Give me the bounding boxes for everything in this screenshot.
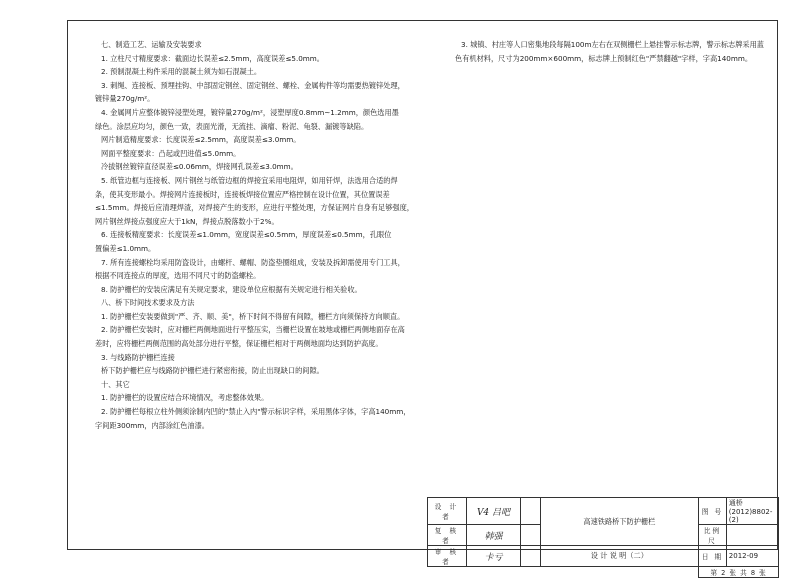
approve-label: 审 核 者 [428,546,467,567]
note-line: 网片钢丝焊接点强度应大于1kN，焊接点脱落数小于2%。 [95,216,279,226]
note-line: 1. 防护栅栏安装要做到"严、齐、顺、美"，桥下时间不得留有间隙，栅栏方向须保持方向顺直。 [101,311,405,321]
note-line: 8. 防护栅栏的安装应满足有关规定要求，建设单位应根据有关规定进行相关验收。 [101,284,362,294]
note-line: 条，使其变形最小。焊接网片连接板时，连接板焊接位置应严格控制在设计位置，其位置误差 [95,189,390,199]
note-line: 3. 与线路防护栅栏连接 [101,352,175,362]
drawing-title: 高速铁路桥下防护栅栏 [540,498,699,546]
note-line: 桥下防护栅栏应与线路防护栅栏进行紧密衔接，防止出现缺口的间隙。 [101,366,324,376]
design-label: 设 计 者 [428,498,467,525]
notes-right-column [455,38,765,65]
note-line: 4. 金属网片应整体镀锌浸塑处理，镀锌量270g/m²，浸塑厚度0.8mm~1.2mm，颜色选用墨 [101,107,399,117]
note-line: 6. 连接板精度要求：长度误差≤1.0mm，宽度误差≤0.5mm，厚度误差≤0.5mm，孔眼位 [101,230,392,240]
note-line: 网面平整度要求：凸起或凹进值≤5.0mm。 [101,148,241,158]
notes-left-column [95,38,450,432]
note-line: 绿色。涂层应均匀，颜色一致，表面光滑，无流挂、滴瘤、粉泥、龟裂、漏镀等缺陷。 [95,121,369,131]
note-line: 字间距300mm，内部涂红色油漆。 [95,420,209,430]
note-line: 2. 预制混凝土构件采用的混凝土须为如石混凝土。 [101,67,262,77]
note-line: 七、制造工艺、运输及安装要求 [101,40,202,49]
note-line: 5. 纸管边框与连接板、网片钢丝与纸管边框的焊接宜采用电阻焊，如用钎焊，法选用合适的焊 [101,175,398,185]
sheet-title: 设 计 说 明（二） [540,546,699,567]
note-line: 冷拔钢丝镀锌直径误差≤0.06mm，焊接网孔误差≤3.0mm。 [101,162,298,172]
note-line: 网片制造精度要求：长度误差≤2.5mm，高度误差≤3.0mm。 [101,135,301,145]
review-label: 复 核 者 [428,525,467,546]
note-line: 色有机材料，尺寸为200mm×600mm，标志牌上预制红色"严禁翻越"字样，字高140mm。 [455,53,753,63]
note-line: 2. 防护栅栏每根立柱外侧须涂制内凹的"禁止入内"警示标识字样，采用黑体字体，字高140mm， [101,407,411,417]
note-line: 根据不同连接点的厚度，选用不同尺寸的防盗螺栓。 [95,271,261,281]
note-line: 置偏差≤1.0mm。 [95,243,156,253]
note-line: 1. 防护栅栏的设置应结合环境情况，考虑整体效果。 [101,393,269,403]
title-block [427,497,779,578]
review-signature: 韩强 [466,525,520,546]
design-stamp [521,498,540,525]
date-label: 日 期 [699,546,727,567]
note-line: 十、其它 [101,379,130,389]
design-signature: V4 吕吧 [466,498,520,525]
note-line: 3. 刺绳、连接板、预埋挂钩、中部固定钢丝、固定钢丝、螺栓、金属构件等均需要热镀锌处理， [101,80,405,90]
note-line: 1. 立柱尺寸精度要求：截面边长误差≤2.5mm，高度误差≤5.0mm。 [101,53,324,63]
note-line: ≤1.5mm。焊接后应清理焊渣，对焊接产生的变形，应进行平整处理，方保证网片自身有足够强度， [95,203,414,213]
scale-value [726,525,778,546]
note-line: 2. 防护栅栏安装时，应对栅栏两侧地面进行平整压实，当栅栏设置在坡地或栅栏两侧地面存在高 [101,325,405,335]
note-line: 3. 城镇、村庄等人口密集地段每隔100m左右在双侧栅栏上悬挂警示标志牌，警示标志牌采用蓝 [461,40,764,49]
review-stamp [521,525,540,546]
tuhao-value: 通桥(2012)8802-(2) [726,498,778,525]
note-line: 7. 所有连接螺栓均采用防盗设计，由螺杆、螺帽、防盗垫圈组成，安装及拆卸需使用专门工具， [101,257,405,267]
approve-signature: 卡亏 [466,546,520,567]
note-line: 镀锌量270g/m²。 [95,94,155,104]
note-line: 八、桥下时间技术要求及方法 [101,298,195,308]
page-number: 第 2 张 共 8 张 [699,567,779,578]
approve-stamp [521,546,540,567]
date-value: 2012-09 [726,546,778,567]
tuhao-label: 图 号 [699,498,727,525]
note-line: 差时，应将栅栏两侧范围的高处部分进行平整，保证栅栏相对于两侧地面均达到防护高度。 [95,339,383,349]
scale-label: 比例尺 [699,525,727,546]
